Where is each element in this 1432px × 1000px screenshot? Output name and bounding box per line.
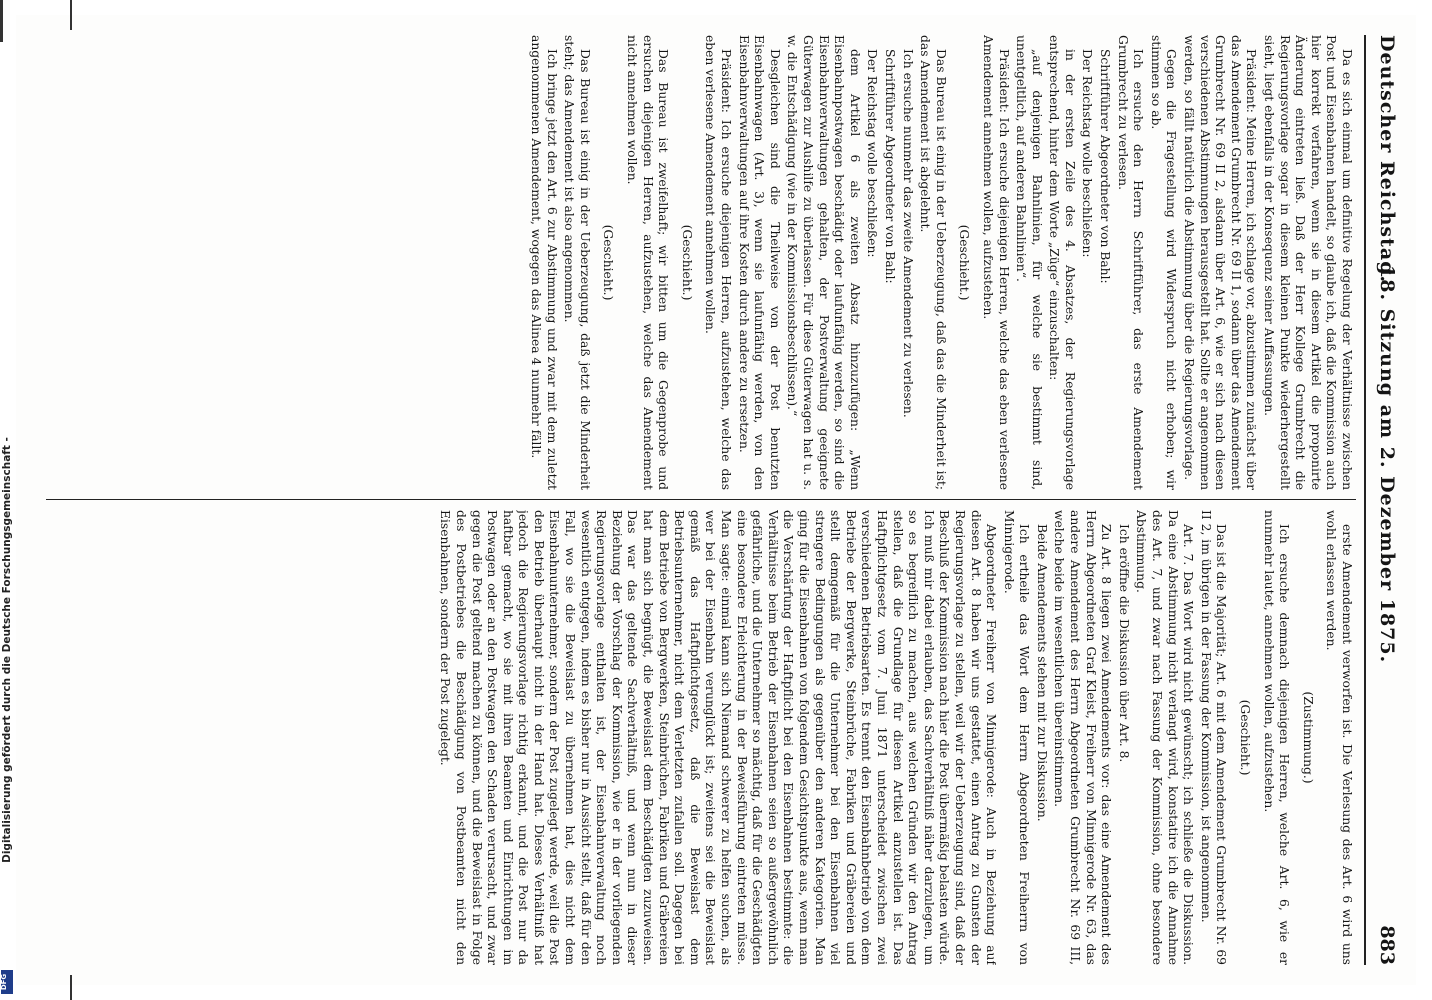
scan-mark <box>70 0 72 30</box>
paragraph: Art. 7. Das Wort wird nicht gewünscht; ich schließe die Diskussion. Da eine Abstimmung nicht verlangt wird, konstatire ich die Annahme des Art. 7, und zwar nach Fassung der Kommission, ohne besondere Abstimmung. <box>1134 510 1196 965</box>
paragraph: Präsident: Meine Herren, ich schlage vor, abzustimmen zunächst über das Amendement Grumbrecht Nr. 69 II 1, sodann über das Amendement Grumbrecht Nr. 69 II 2, alsdann über Art. 6, wie er sich nach diesen verschiedenen Abstimmungen herausgestellt hat. Sollte er angenommen werden, so fällt natürlich die Abstimmung über die Regierungsvorlage. <box>1182 35 1259 490</box>
paragraph: Der Reichstag wolle beschließen: <box>865 49 880 258</box>
paragraph: dem Artikel 6 als zweiten Absatz hinzuzufügen: „Wenn Eisenbahnpostwagen beschädigt oder laufunfähig werden, so sind die Eisenbahnverwaltungen gehalten, der Postverwaltung geeignete Güterwagen zur Aushilfe zu überlassen. Für diese Güterwagen hat u. s. w. die Entschädigung (wie in der Kommissionsbeschlüssen).“ <box>785 35 862 490</box>
digitization-credit <box>0 330 14 970</box>
paragraph: Präsident: Ich ersuche diejenigen Herren, welche das eben verlesene Amendement annehmen wollen, aufzustehen. <box>980 35 1011 490</box>
paragraph: Ich ersuche nunmehr das zweite Amendement zu verlesen. <box>900 49 915 418</box>
header-page-number: 883 <box>1376 925 1398 965</box>
paragraph: Ich ersuche demnach diejenigen Herren, welche Art. 6, wie er nunmehr lautet, annehmen wollen, aufzustehen. <box>1261 510 1292 965</box>
paragraph: (Geschieht.) <box>957 224 972 301</box>
dfg-logo-icon <box>1 970 13 994</box>
credit-text: Digitalisierung gefördert durch die Deutsche Forschungsgemeinschaft - <box>1 437 13 863</box>
paragraph: (Geschieht.) <box>1238 699 1253 776</box>
newspaper-page <box>16 15 1416 985</box>
page-header <box>1364 35 1406 965</box>
paragraph: „auf denjenigen Bahnlinien, für welche sie bestimmt sind, unentgeltlich, auf anderen Bahnlinien“. <box>1014 35 1044 490</box>
scan-mark <box>70 975 72 1000</box>
dfg-logo-text: DFG <box>0 973 9 991</box>
paragraph: Gegen die Fragestellung wird Widerspruch nicht erhoben; wir stimmen so ab. <box>1148 35 1179 490</box>
paragraph: Ich ertheile das Wort dem Herrn Abgeordneten Freiherrn von Minnigerode. <box>1001 510 1032 965</box>
paragraph: Schriftführer Abgeordneter von Bahl: <box>1098 49 1113 284</box>
left-column <box>24 35 1354 490</box>
paragraph: Abgeordneter Freiherr von Minnigerode: Auch in Beziehung auf diesen Art. 8 haben wir uns gestattet, einen Antrag zu Gunsten der Regierungsvorlage zu stellen, weil wir der Ueberzeugung sind, daß der Beschluß der Kommission nach hier die Post übermäßig belasten würde. Ich muß mir dabei erlauben, das Sachverhältniß näher darzulegen, um so es begreiflich zu machen, aus welchen Gründen wir den Antrag stellen, daß die Grundlage für diesen Artikel anzustellen ist. Das Haftpflichtgesetz vom 7. Juni 1871 unterscheidet zwischen zwei verschiedenen Betriebsarten. Es trennt den Eisenbahnbetrieb von dem Betriebe der Bergwerke, Steinbrüche, Fabriken und Gräbereien und stellt demgemäß für die Unternehmer bei den Eisenbahnen viel strengere Bedingungen als gegenüber den anderen Kategorien. Man ging für die Eisenbahnen von folgendem Gesichtspunkte aus, wenn man die Verschärfung der Haftpflicht bei den Eisenbahnen bestimmte: die Verhältnisse beim Betrieb der Eisenbahnen seien so außergewöhnlich gefährliche, und die Unternehmer so mächtig, daß für die Geschädigten eine besondere Erleichterung in der Beweisführung eintreten müsse. Man sagte: einmal kann sich Niemand schwerer zu helfen suchen, als wer bei der Eisenbahn verunglückt ist; zweitens sei die Beweislast gemäß das Haftpflichtgesetz, daß die Beweislast dem Betriebsunternehmer, nicht dem Verletzten zufallen soll. Dagegen bei dem Betriebe von Bergwerken, Steinbrüchen, Fabriken und Gräbereien hat man sich begnügt, die Beweislast dem Beschädigten zuzuweisen. Das war das geltende Sachverhältniß, und wenn nun in dieser Beziehung der Vorschlag der Kommission, wie er in der vorliegenden Regierungsvorlage enthalten ist, der Eisenbahnverwaltung noch wesentlich entgegen, indem es bisher nur in Aussicht stellt, daß für den Fall, wo sie die Beweislast zu übernehmen hat, dies nicht dem Eisenbahnunternehmer, sondern der Post zugelegt werde, weil die Post den Betrieb überhaupt nicht in der Hand hat. Dieses Verhältniß hat jedoch die Regierungsvorlage richtig erkannt, und die Post nur da haftbar gemacht, wo sie mit ihren Beamten und Einrichtungen im Postwagen oder an den Postwagen den Schaden verursacht, und zwar gegen die Post geltend machen zu können, und die Beweislast in Folge des Postbetriebes die Beschädigung von Postbeamten nicht den Eisenbahnen, sondern der Post zugelegt. <box>438 510 999 965</box>
paragraph: Das Bureau ist einig in der Ueberzeugung, daß das die Minderheit ist; das Amendement ist abgelehnt. <box>918 35 948 490</box>
paragraph: Beide Amendements stehen mit zur Diskussion. <box>1034 524 1049 822</box>
paragraph: Das Bureau ist einig in der Ueberzeugung, daß jetzt die Minderheit steht; das Amendement ist also angenommen. <box>562 35 592 490</box>
paragraph: Der Reichstag wolle beschließen: <box>1080 49 1095 258</box>
paragraph: Präsident: Ich ersuche diejenigen Herren, aufzustehen, welche das eben verlesene Amendement annehmen wollen. <box>703 35 734 490</box>
paragraph: Ich ersuche den Herrn Schriftführer, das erste Amendement Grumbrecht zu verlesen. <box>1115 35 1146 490</box>
paragraph: Das Bureau ist zweifelhaft; wir bitten um die Gegenprobe und ersuchen diejenigen Herren, aufzustehen, welche das Amendement nicht annehmen wollen. <box>625 35 671 490</box>
paragraph: Schriftführer Abgeordneter von Bahl: <box>882 49 897 284</box>
paragraph: Ich bringe jetzt den Art. 6 zur Abstimmung und zwar mit dem zuletzt angenommenen Amendement, wogegen das Alinea 4 nunmehr fällt. <box>529 35 559 490</box>
paragraph: Da es sich einmal um definitive Regelung der Verhältnisse zwischen Post und Eisenbahnen handelt, so glaube ich, daß die Kommission auch hier korrekt verfahren, wenn sie in diesem Artikel die proponirte Änderung eintreten ließ. Daß der Herr Kollege Grumbrecht die Regierungsvorlage sogar in diesem kleinen Punkte wiederhergestellt sieht, liegt ebenfalls in der Konsequenz seiner Auffassungen. <box>1262 35 1354 490</box>
paragraph: (Geschieht.) <box>601 224 616 301</box>
header-title-center: 18. Sitzung am 2. Dezember 1875. <box>1376 265 1398 664</box>
paragraph: in der ersten Zeile des 4. Absatzes, der Regierungsvorlage entsprechend, hinter dem Worte „Züge“ einzuschalten: <box>1047 35 1077 490</box>
paragraph: Desgleichen sind die Theilweise von der Post benutzten Eisenbahnwagen (Art. 3), wenn sie laufunfähig werden, von den Eisenbahnverwaltungen auf ihre Kosten durch andere zu ersetzen. <box>736 35 782 490</box>
paragraph: (Geschieht.) <box>679 224 694 301</box>
paragraph: Das ist die Majorität; Art. 6 mit dem Amendement Grumbrecht Nr. 69 II 2, im übrigen in der Fassung der Kommission, ist angenommen. <box>1198 510 1229 965</box>
paragraph: (Zustimmung.) <box>1300 691 1315 784</box>
paragraph: Zu Art. 8 liegen zwei Amendements vor: das eine Amendement des Herrn Abgeordneten Graf Kleist, Freiherr von Minnigerode Nr. 63, das andere Amendement des Herrn Abgeordneten Grumbrecht Nr. 69 III, welche beide im wesentlichen übereinstimmen. <box>1052 510 1114 965</box>
paragraph: Ich eröffne die Diskussion über Art. 8. <box>1116 524 1131 763</box>
scan-mark <box>0 0 3 42</box>
right-column <box>24 510 1354 965</box>
paragraph: erste Amendement verworfen ist. Die Verlesung des Art. 6 wird uns wohl erlassen werden. <box>1324 510 1354 965</box>
column-divider <box>46 499 1356 500</box>
header-title-left: Deutscher Reichstag. <box>1376 35 1398 284</box>
